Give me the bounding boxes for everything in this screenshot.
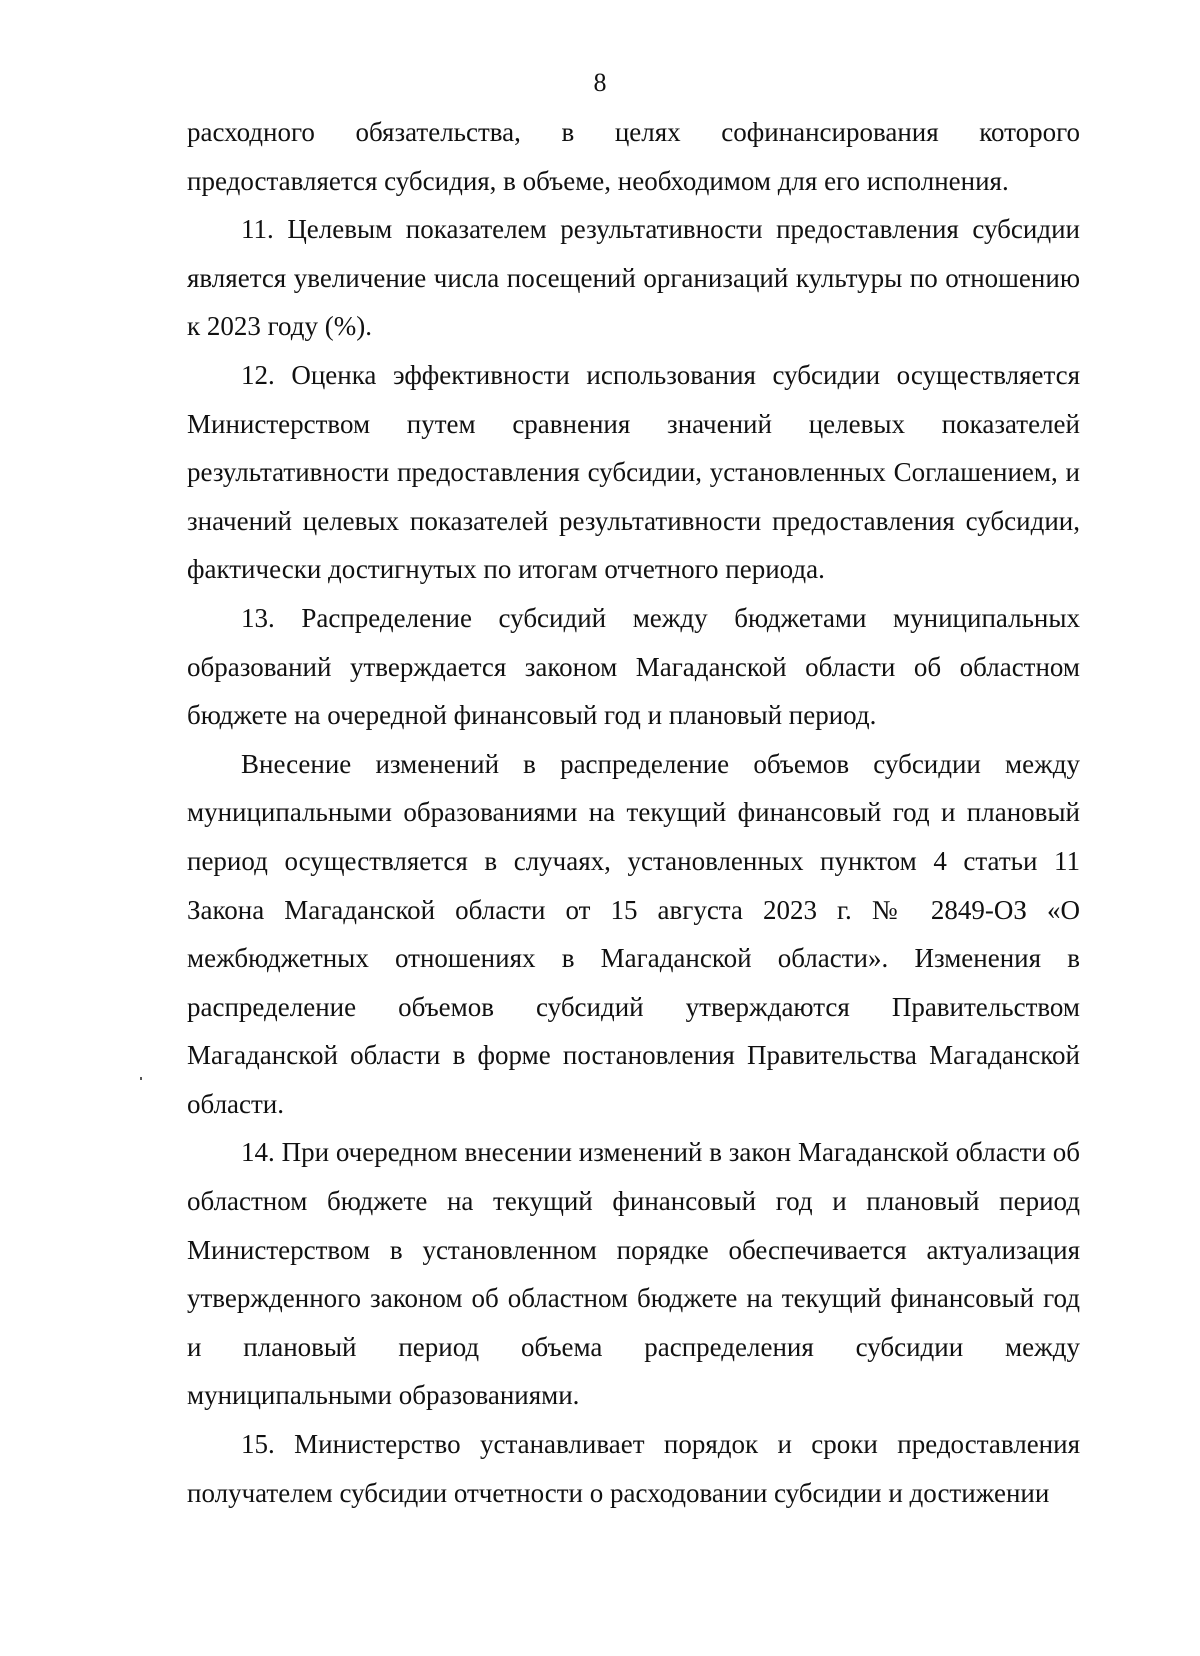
- paragraph-14: 14. При очередном внесении изменений в закон Магаданской области об областном бюджете на текущий финансовый год и плановый период Министерством в установленном порядке обеспечивается актуализация утвержденного законом об областном бюджете на текущий финансовый год и плановый период объема распределения субсидии между муниципальными образованиями.: [187, 1137, 1080, 1411]
- paragraph-11: 11. Целевым показателем результативности предоставления субсидии является увеличение числа посещений организаций культуры по отношению к 2023 году (%).: [187, 214, 1080, 342]
- paragraph-13-changes: Внесение изменений в распределение объемов субсидии между муниципальными образованиями на текущий финансовый год и плановый период осуществляется в случаях, установленных пунктом 4 статьи 11 Закона Магаданской области от 15 августа 2023 г. № 2849-ОЗ «О межбюджетных отношениях в Магаданской области». Изменения в распределение объемов субсидий утверждаются Правительством Магаданской области в форме постановления Правительства Магаданской области.: [187, 748, 1080, 1119]
- paragraph-15: 15. Министерство устанавливает порядок и сроки предоставления получателем субсидии отчетности о расходовании субсидии и достижении: [187, 1429, 1080, 1508]
- paragraph-13: 13. Распределение субсидий между бюджетами муниципальных образований утверждается законом Магаданской области об областном бюджете на очередной финансовый год и плановый период.: [187, 602, 1080, 731]
- document-body: [187, 108, 1080, 1517]
- page-number: 8: [593, 68, 607, 97]
- paragraph-continuation: расходного обязательства, в целях софинансирования которого предоставляется субсидия, в объеме, необходимом для его исполнения.: [187, 117, 1080, 196]
- paragraph-12: 12. Оценка эффективности использования субсидии осуществляется Министерством путем сравнения значений целевых показателей результативности предоставления субсидии, установленных Соглашением, и значений целевых показателей результативности предоставления субсидии, фактически достигнутых по итогам отчетного периода.: [187, 359, 1080, 585]
- scan-speck: [140, 1077, 142, 1080]
